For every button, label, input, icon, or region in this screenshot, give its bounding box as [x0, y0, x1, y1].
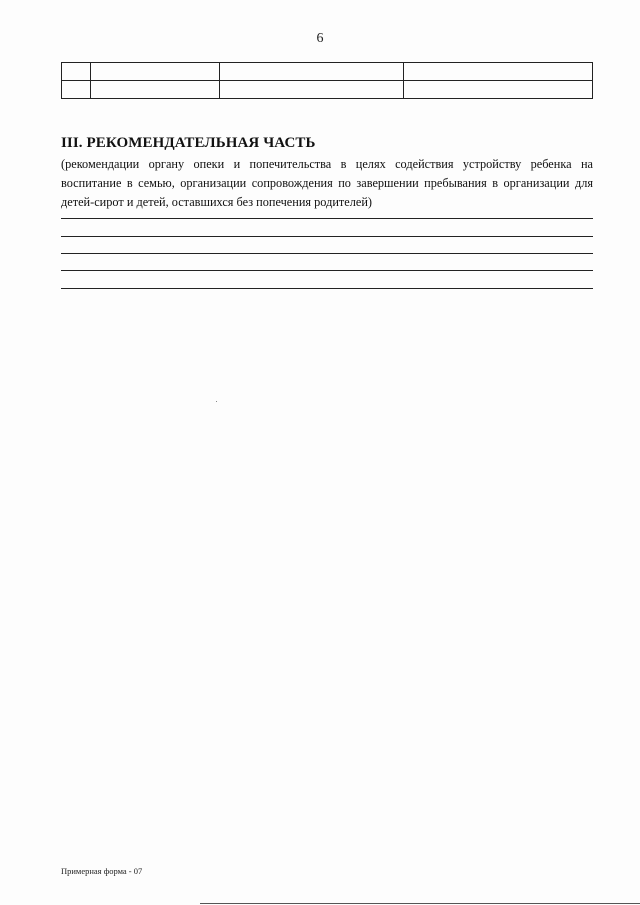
footer-label: Примерная форма - 07: [61, 866, 143, 876]
section-title: III. РЕКОМЕНДАТЕЛЬНАЯ ЧАСТЬ: [61, 135, 316, 151]
table-cell: [91, 63, 220, 81]
fill-in-line: [61, 218, 593, 219]
page-number: 6: [316, 31, 324, 46]
fill-in-line: [61, 270, 593, 271]
table-cell: [219, 63, 403, 81]
scan-speck: [216, 401, 217, 402]
scan-edge-line: [200, 903, 640, 904]
table-cell: [403, 81, 592, 99]
fill-in-line: [61, 288, 593, 289]
continuation-table: [61, 62, 593, 99]
table-cell: [219, 81, 403, 99]
table-row: [62, 63, 593, 81]
table-row: [62, 81, 593, 99]
table-cell: [403, 63, 592, 81]
table-cell: [62, 63, 91, 81]
table-cell: [62, 81, 91, 99]
section-description: (рекомендации органу опеки и попечительства в целях содействия устройству ребенка на воспитание в семью, организации сопровождения по завершении пребывания в организации для детей-сирот и детей, оставшихся без попечения родителей): [61, 157, 593, 209]
fill-in-line: [61, 253, 593, 254]
table-cell: [91, 81, 220, 99]
fill-in-line: [61, 236, 593, 237]
